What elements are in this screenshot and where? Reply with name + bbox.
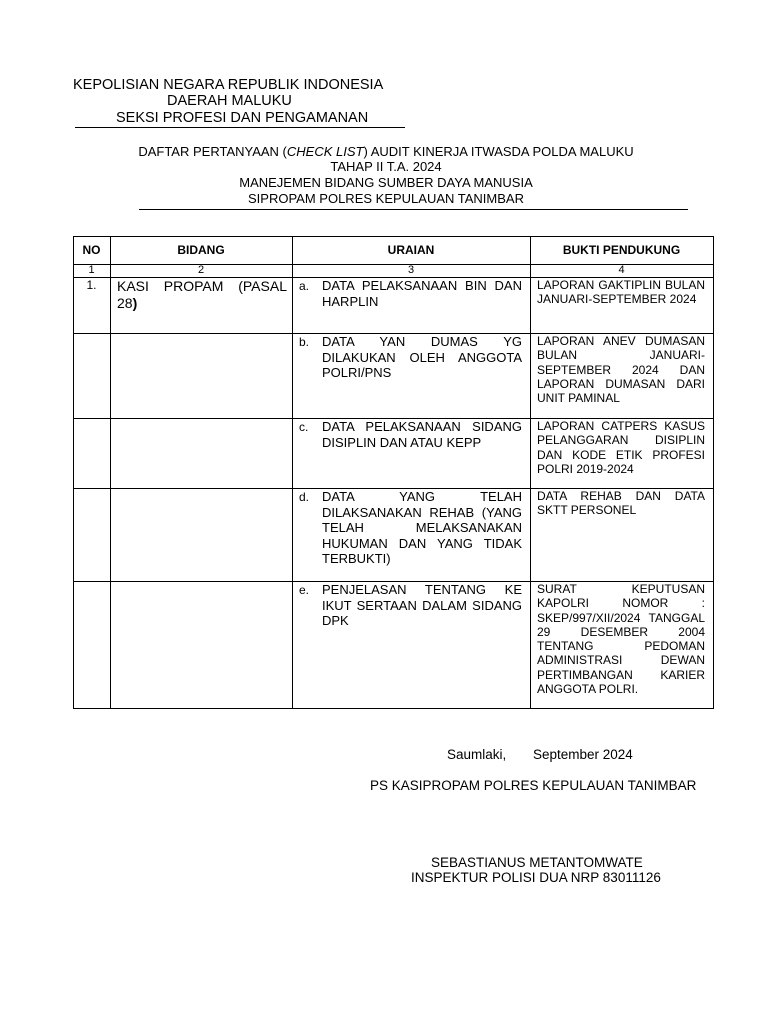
bukti-cell: LAPORAN CATPERS KASUS PELANGGARAN DISIPLIN DAN KODE ETIK PROFESI POLRI 2019-2024 (537, 419, 705, 476)
uraian-cell: PENJELASAN TENTANG KE IKUT SERTAAN DALAM SIDANG DPK (322, 582, 522, 628)
header-section: SEKSI PROFESI DAN PENGAMANAN (116, 110, 369, 126)
signature-place: Saumlaki, (447, 747, 507, 762)
header-underline (75, 127, 405, 128)
column-header-uraian: URAIAN (387, 243, 435, 257)
bukti-cell: LAPORAN GAKTIPLIN BULAN JANUARI-SEPTEMBER 2024 (537, 278, 705, 307)
document-stage: TAHAP II T.A. 2024 (330, 159, 442, 174)
uraian-cell: DATA YANG TELAH DILAKSANAKAN REHAB (YANG TELAH MELAKSANAKAN HUKUMAN DAN YANG TIDAK TERBUKTI) (322, 489, 522, 566)
row-letter: a. (299, 279, 310, 293)
signature-position: PS KASIPROPAM POLRES KEPULAUAN TANIMBAR (370, 778, 697, 793)
bukti-cell: DATA REHAB DAN DATA SKTT PERSONEL (537, 489, 705, 518)
column-number: 4 (618, 264, 625, 276)
column-header-bidang: BIDANG (177, 243, 225, 257)
table-border (530, 236, 531, 709)
checklist-table (73, 236, 714, 709)
header-institution: KEPOLISIAN NEGARA REPUBLIK INDONESIA (73, 77, 384, 93)
row-letter: b. (299, 335, 310, 349)
column-number: 1 (88, 264, 95, 276)
document-subject: MANEJEMEN BIDANG SUMBER DAYA MANUSIA (239, 175, 533, 190)
uraian-cell: DATA PELAKSANAAN BIN DAN HARPLIN (322, 278, 522, 309)
signature-rank: INSPEKTUR POLISI DUA NRP 83011126 (411, 870, 661, 885)
document-title: DAFTAR PERTANYAAN (CHECK LIST) AUDIT KINERJA ITWASDA POLDA MALUKU (138, 144, 634, 159)
row-letter: d. (299, 490, 310, 504)
signature-date: September 2024 (533, 747, 633, 762)
column-number: 3 (407, 264, 415, 276)
row-letter: e. (299, 583, 310, 597)
table-border (73, 236, 74, 709)
header-region: DAERAH MALUKU (167, 93, 292, 109)
table-border (292, 236, 293, 709)
bidang-cell: KASI PROPAM (PASAL 28) (117, 278, 287, 311)
row-letter: c. (299, 420, 309, 434)
table-border (713, 236, 714, 709)
bukti-cell: LAPORAN ANEV DUMASAN BULAN JANUARI-SEPTEMBER 2024 DAN LAPORAN DUMASAN DARI UNIT PAMINAL (537, 334, 705, 406)
uraian-cell: DATA PELAKSANAAN SIDANG DISIPLIN DAN ATAU KEPP (322, 419, 522, 450)
title-underline (139, 209, 688, 210)
row-number: 1. (86, 278, 97, 292)
bukti-cell: SURAT KEPUTUSAN KAPOLRI NOMOR : SKEP/997/XII/2024 TANGGAL 29 DESEMBER 2004 TENTANG PEDOMAN ADMINISTRASI DEWAN PERTIMBANGAN KARIER ANGGOTA POLRI. (537, 582, 705, 697)
column-header-no: NO (82, 243, 101, 257)
table-border (110, 236, 111, 709)
column-header-bukti: BUKTI PENDUKUNG (562, 243, 681, 257)
table-border (73, 708, 714, 709)
document-unit: SIPROPAM POLRES KEPULAUAN TANIMBAR (248, 191, 524, 206)
column-number: 2 (197, 264, 205, 276)
uraian-cell: DATA YAN DUMAS YG DILAKUKAN OLEH ANGGOTA POLRI/PNS (322, 334, 522, 380)
signature-name: SEBASTIANUS METANTOMWATE (431, 855, 643, 870)
table-border (73, 236, 714, 237)
